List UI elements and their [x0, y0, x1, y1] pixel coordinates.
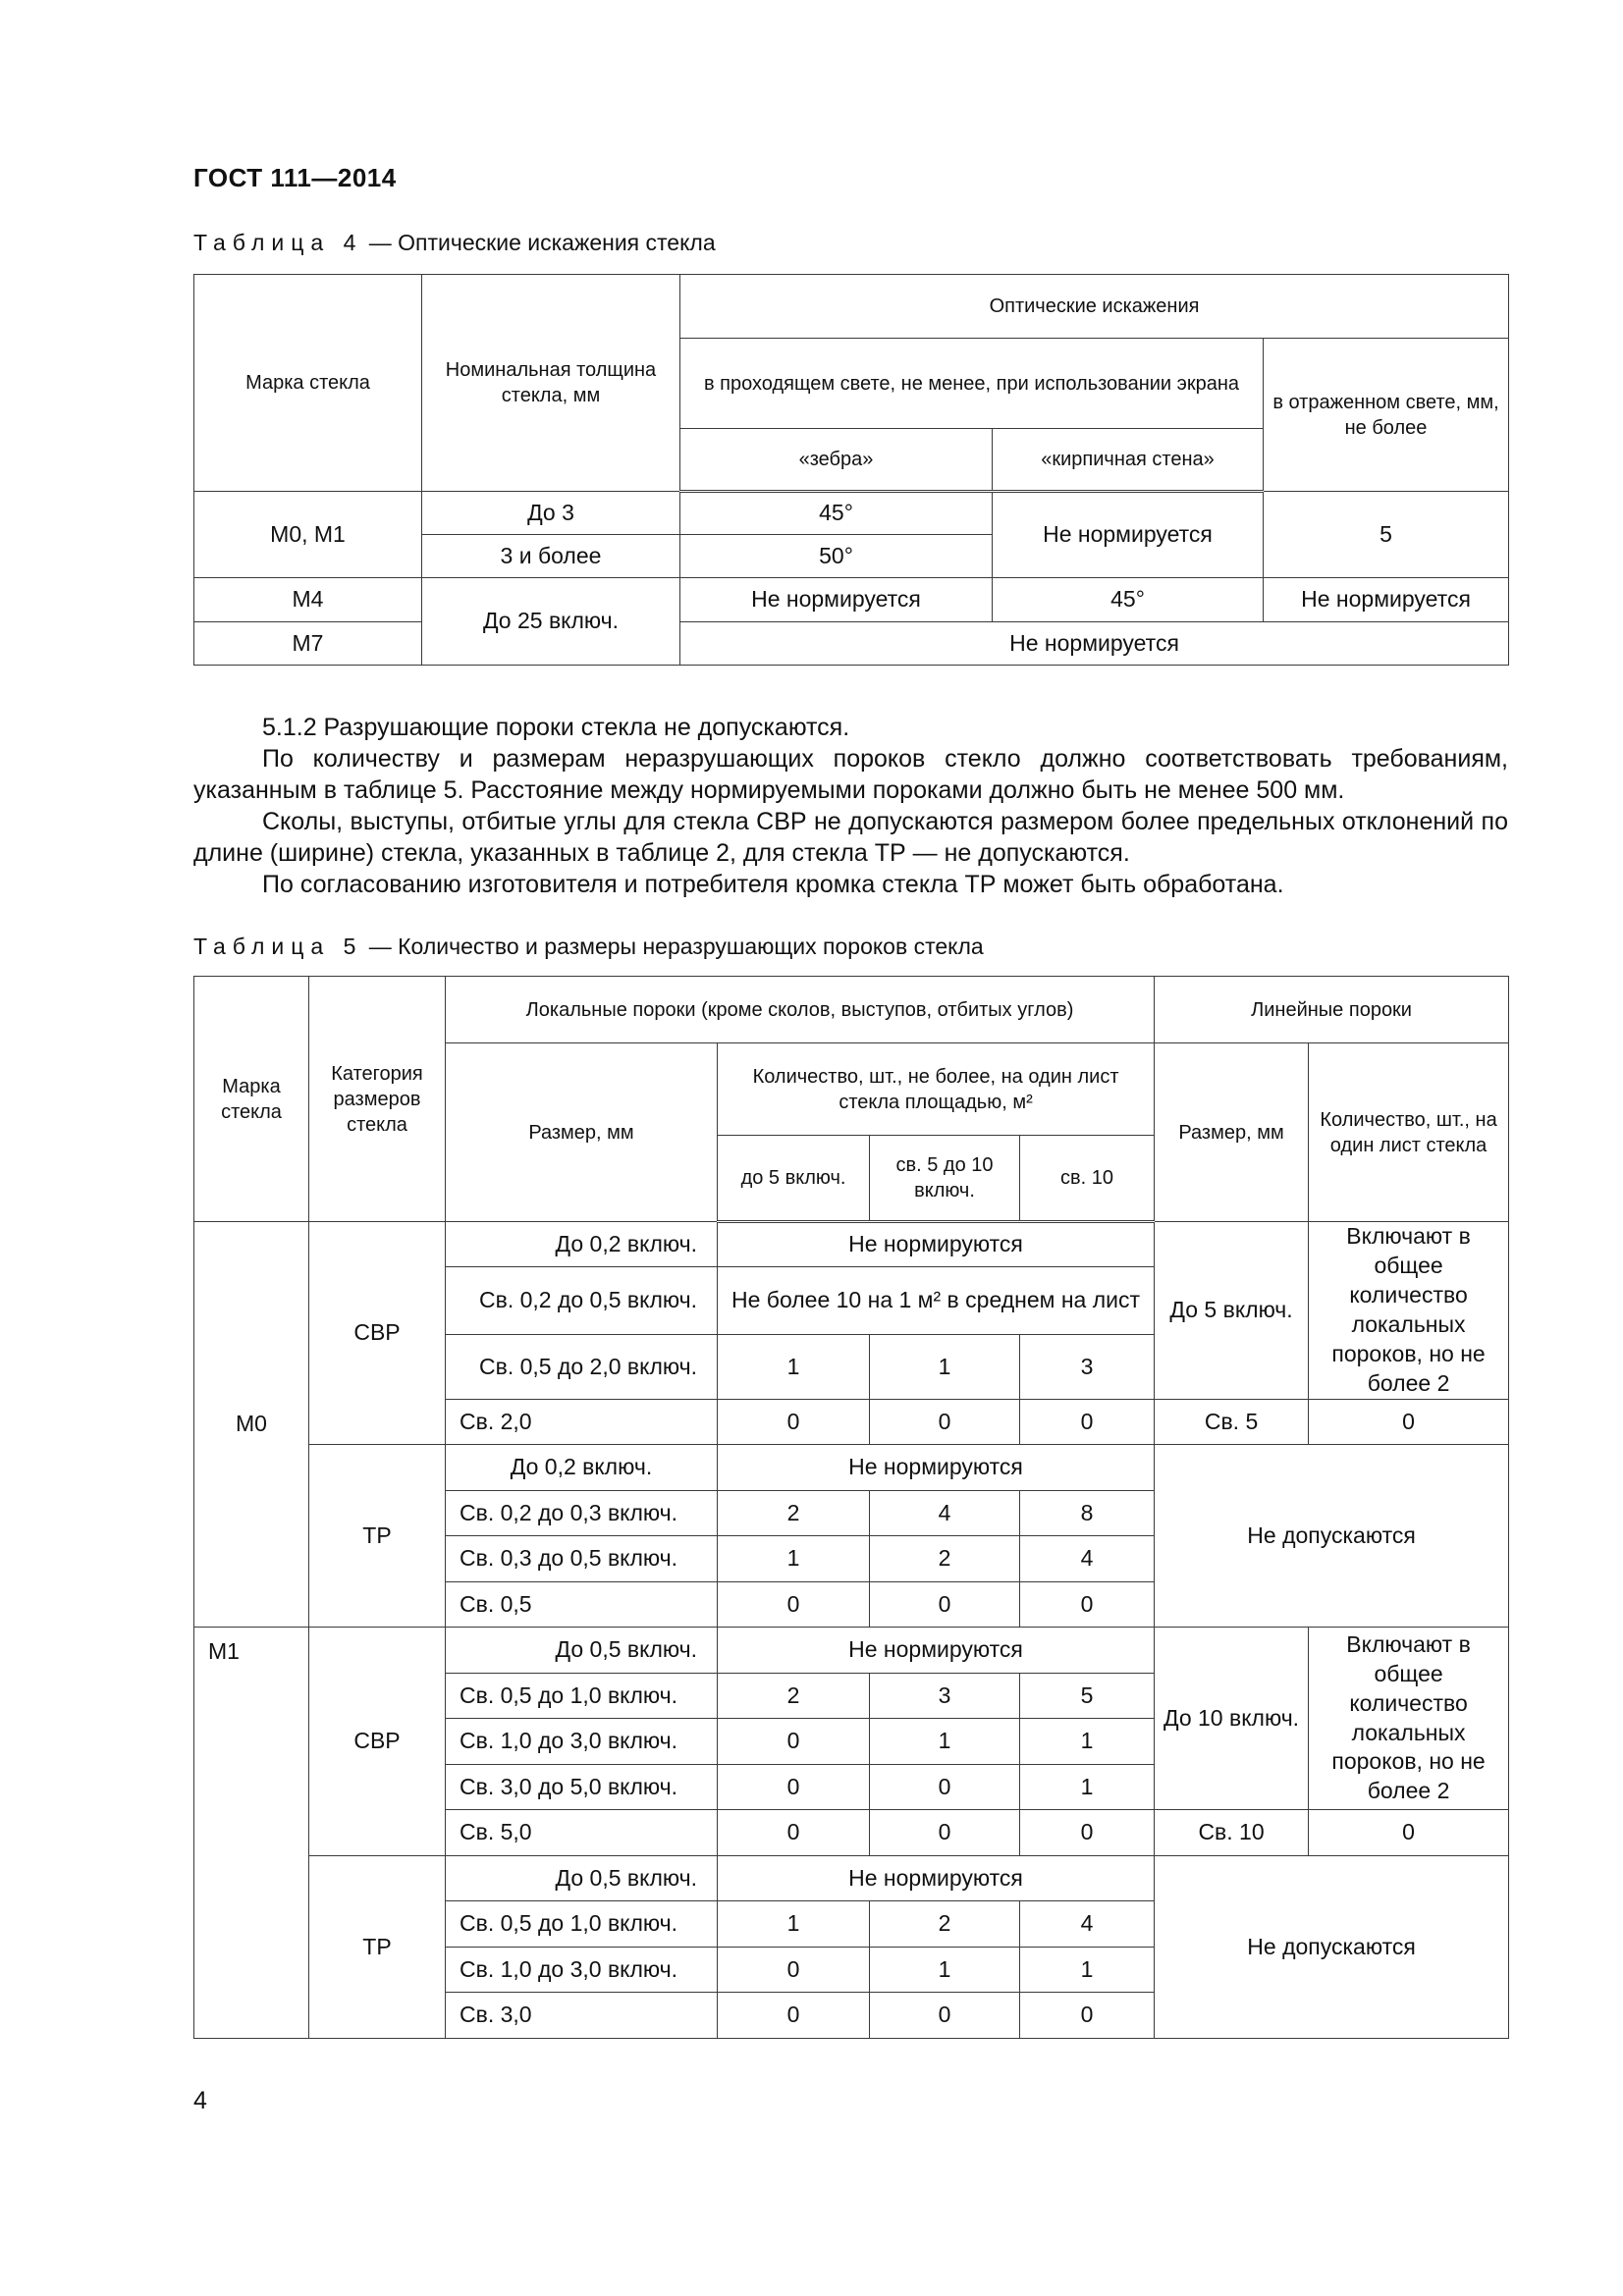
t4-cell-50: 50° — [680, 535, 993, 578]
t5-count-cell: 1 — [1020, 1719, 1155, 1765]
t4-cell-m4-brick: 45° — [993, 578, 1264, 622]
t5-linear-over-m1: Св. 10 — [1155, 1810, 1309, 1856]
t5-linear-includes-m1: Включают в общее количество локальных пороков, но не более 2 — [1309, 1628, 1509, 1810]
t5-header-over10: св. 10 — [1020, 1136, 1155, 1222]
t4-cell-upto3: До 3 — [422, 492, 680, 535]
table4-caption-text: — Оптические искажения стекла — [362, 230, 716, 255]
t5-count-cell: 0 — [870, 1993, 1020, 2039]
t5-count-cell: 0 — [1020, 1993, 1155, 2039]
table4-caption-label: Таблица 4 — [193, 230, 363, 255]
t5-not-allowed-m1: Не допускаются — [1155, 1856, 1509, 2039]
t5-size-cell: Св. 0,2 до 0,3 включ. — [446, 1491, 718, 1536]
t5-size-cell: Св. 1,0 до 3,0 включ. — [446, 1948, 718, 1993]
t5-size-cell: Св. 0,5 до 2,0 включ. — [446, 1335, 718, 1400]
t5-count-cell: 0 — [718, 1582, 870, 1628]
t5-count-cell: 1 — [870, 1719, 1020, 1765]
t5-size-cell: Св. 0,2 до 0,5 включ. — [446, 1267, 718, 1335]
t5-size-cell: Св. 0,5 — [446, 1582, 718, 1628]
t5-count-cell: 4 — [1020, 1536, 1155, 1582]
t5-count-cell: 0 — [718, 1765, 870, 1810]
t5-linear-size-m1: До 10 включ. — [1155, 1628, 1309, 1810]
t4-header-transmitted: в проходящем свете, не менее, при использовании экрана — [680, 339, 1264, 429]
t5-header-linear-size: Размер, мм — [1155, 1043, 1309, 1222]
t5-header-count-per-sheet: Количество, шт., не более, на один лист стекла площадью, м² — [718, 1043, 1155, 1136]
table5-caption — [193, 934, 984, 960]
t5-count-cell: 2 — [870, 1536, 1020, 1582]
t5-not-normalized: Не нормируются — [718, 1445, 1155, 1491]
t4-header-mark: Марка стекла — [194, 275, 422, 492]
t4-cell-5: 5 — [1264, 492, 1509, 578]
t5-count-cell: 0 — [870, 1810, 1020, 1856]
t5-category-m1-tr: ТР — [309, 1856, 446, 2039]
t5-count-cell: 4 — [1020, 1901, 1155, 1948]
t5-count-cell: 1 — [718, 1901, 870, 1948]
page-number: 4 — [193, 2087, 207, 2114]
t5-count-cell: 1 — [1020, 1948, 1155, 1993]
t4-header-reflected: в отраженном свете, мм, не более — [1264, 339, 1509, 492]
t5-count-cell: 0 — [718, 1810, 870, 1856]
t5-header-mark: Марка стекла — [194, 977, 309, 1222]
body-text — [193, 712, 1508, 900]
t5-size-cell: Св. 3,0 до 5,0 включ. — [446, 1765, 718, 1810]
t5-count-cell: 0 — [870, 1400, 1020, 1445]
t5-header-linear: Линейные пороки — [1155, 977, 1509, 1043]
t5-count-cell: 0 — [1020, 1582, 1155, 1628]
t5-count-cell: 1 — [870, 1948, 1020, 1993]
t5-count-cell: 3 — [1020, 1335, 1155, 1400]
t5-not-normalized: Не нормируются — [718, 1628, 1155, 1674]
t5-count-cell: 0 — [718, 1400, 870, 1445]
t5-header-category: Категория размеров стекла — [309, 977, 446, 1222]
t5-mark-m0: М0 — [194, 1222, 309, 1628]
t5-not-normalized: Не нормируются — [718, 1222, 1155, 1267]
t5-count-cell: 8 — [1020, 1491, 1155, 1536]
t5-count-cell: 2 — [870, 1901, 1020, 1948]
t5-size-cell: До 0,5 включ. — [446, 1628, 718, 1674]
t5-count-cell: 0 — [718, 1948, 870, 1993]
t5-count-cell: 5 — [1020, 1674, 1155, 1719]
t5-size-cell: Св. 2,0 — [446, 1400, 718, 1445]
t5-category-m1-svr: СВР — [309, 1628, 446, 1856]
t5-not-normalized: Не нормируются — [718, 1856, 1155, 1901]
t5-header-linear-count: Количество, шт., на один лист стекла — [1309, 1043, 1509, 1222]
table4 — [193, 274, 1509, 666]
t5-size-cell: До 0,2 включ. — [446, 1445, 718, 1491]
t5-count-cell: 1 — [1020, 1765, 1155, 1810]
t5-count-cell: 1 — [718, 1536, 870, 1582]
t5-size-cell: До 0,2 включ. — [446, 1222, 718, 1267]
table5-caption-label: Таблица 5 — [193, 934, 363, 959]
t4-cell-m4-zebra: Не нормируется — [680, 578, 993, 622]
t5-category-m0-svr: СВР — [309, 1222, 446, 1445]
t5-header-5to10: св. 5 до 10 включ. — [870, 1136, 1020, 1222]
table5 — [193, 976, 1509, 2039]
t5-mark-m1: М1 — [194, 1628, 309, 2039]
t5-header-upto5: до 5 включ. — [718, 1136, 870, 1222]
t4-header-thickness: Номинальная толщина стекла, мм — [422, 275, 680, 492]
t4-cell-m4: М4 — [194, 578, 422, 622]
t5-linear-over-count-m1: 0 — [1309, 1810, 1509, 1856]
t5-linear-over-count-m0: 0 — [1309, 1400, 1509, 1445]
paragraph-edge: По согласованию изготовителя и потребителя кромка стекла ТР может быть обработана. — [262, 871, 1284, 898]
table4-caption — [193, 230, 716, 256]
paragraph-5-1-2: 5.1.2 Разрушающие пороки стекла не допускаются. — [262, 714, 850, 741]
t5-count-cell: 3 — [870, 1674, 1020, 1719]
t4-header-brick: «кирпичная стена» — [993, 429, 1264, 492]
t4-cell-not-normalized: Не нормируется — [993, 492, 1264, 578]
paragraph-chips: Сколы, выступы, отбитые углы для стекла СВР не допускаются размером более предельных отклонений по длине (ширине) стекла, указанных в таблице 2, для стекла ТР — не допускаются. — [193, 808, 1508, 867]
document-title: ГОСТ 111—2014 — [193, 163, 397, 192]
t5-count-cell: 0 — [870, 1765, 1020, 1810]
t4-header-zebra: «зебра» — [680, 429, 993, 492]
t4-cell-m7: М7 — [194, 622, 422, 666]
t5-size-cell: Св. 0,5 до 1,0 включ. — [446, 1901, 718, 1948]
t5-count-cell: 0 — [870, 1582, 1020, 1628]
t5-not-allowed-m0: Не допускаются — [1155, 1445, 1509, 1628]
t5-linear-size-m0: До 5 включ. — [1155, 1222, 1309, 1400]
t5-note-cell: Не более 10 на 1 м² в среднем на лист — [718, 1267, 1155, 1335]
t5-category-m0-tr: ТР — [309, 1445, 446, 1628]
t5-size-cell: Св. 1,0 до 3,0 включ. — [446, 1719, 718, 1765]
t4-cell-over3: 3 и более — [422, 535, 680, 578]
t5-count-cell: 1 — [718, 1335, 870, 1400]
t4-cell-upto25: До 25 включ. — [422, 578, 680, 666]
t4-header-optical: Оптические искажения — [680, 275, 1509, 339]
t5-size-cell: Св. 0,3 до 0,5 включ. — [446, 1536, 718, 1582]
t5-count-cell: 0 — [718, 1719, 870, 1765]
t5-count-cell: 0 — [718, 1993, 870, 2039]
t5-count-cell: 2 — [718, 1491, 870, 1536]
t5-header-size: Размер, мм — [446, 1043, 718, 1222]
t4-cell-m0m1: М0, М1 — [194, 492, 422, 578]
paragraph-defects-count: По количеству и размерам неразрушающих пороков стекло должно соответствовать требованиям, указанным в таблице 5. Расстояние между нормируемыми пороками должно быть не менее 500 мм. — [193, 745, 1508, 804]
t5-count-cell: 0 — [1020, 1400, 1155, 1445]
t5-size-cell: До 0,5 включ. — [446, 1856, 718, 1901]
t4-cell-m7-all: Не нормируется — [680, 622, 1509, 666]
t4-cell-45: 45° — [680, 492, 993, 535]
t5-size-cell: Св. 3,0 — [446, 1993, 718, 2039]
t4-cell-m4-reflected: Не нормируется — [1264, 578, 1509, 622]
t5-count-cell: 4 — [870, 1491, 1020, 1536]
t5-header-local: Локальные пороки (кроме сколов, выступов, отбитых углов) — [446, 977, 1155, 1043]
t5-linear-over-m0: Св. 5 — [1155, 1400, 1309, 1445]
t5-linear-includes-m0: Включают в общее количество локальных пороков, но не более 2 — [1309, 1222, 1509, 1400]
t5-count-cell: 1 — [870, 1335, 1020, 1400]
t5-count-cell: 0 — [1020, 1810, 1155, 1856]
t5-size-cell: Св. 0,5 до 1,0 включ. — [446, 1674, 718, 1719]
t5-size-cell: Св. 5,0 — [446, 1810, 718, 1856]
t5-count-cell: 2 — [718, 1674, 870, 1719]
table5-caption-text: — Количество и размеры неразрушающих пороков стекла — [362, 934, 984, 959]
